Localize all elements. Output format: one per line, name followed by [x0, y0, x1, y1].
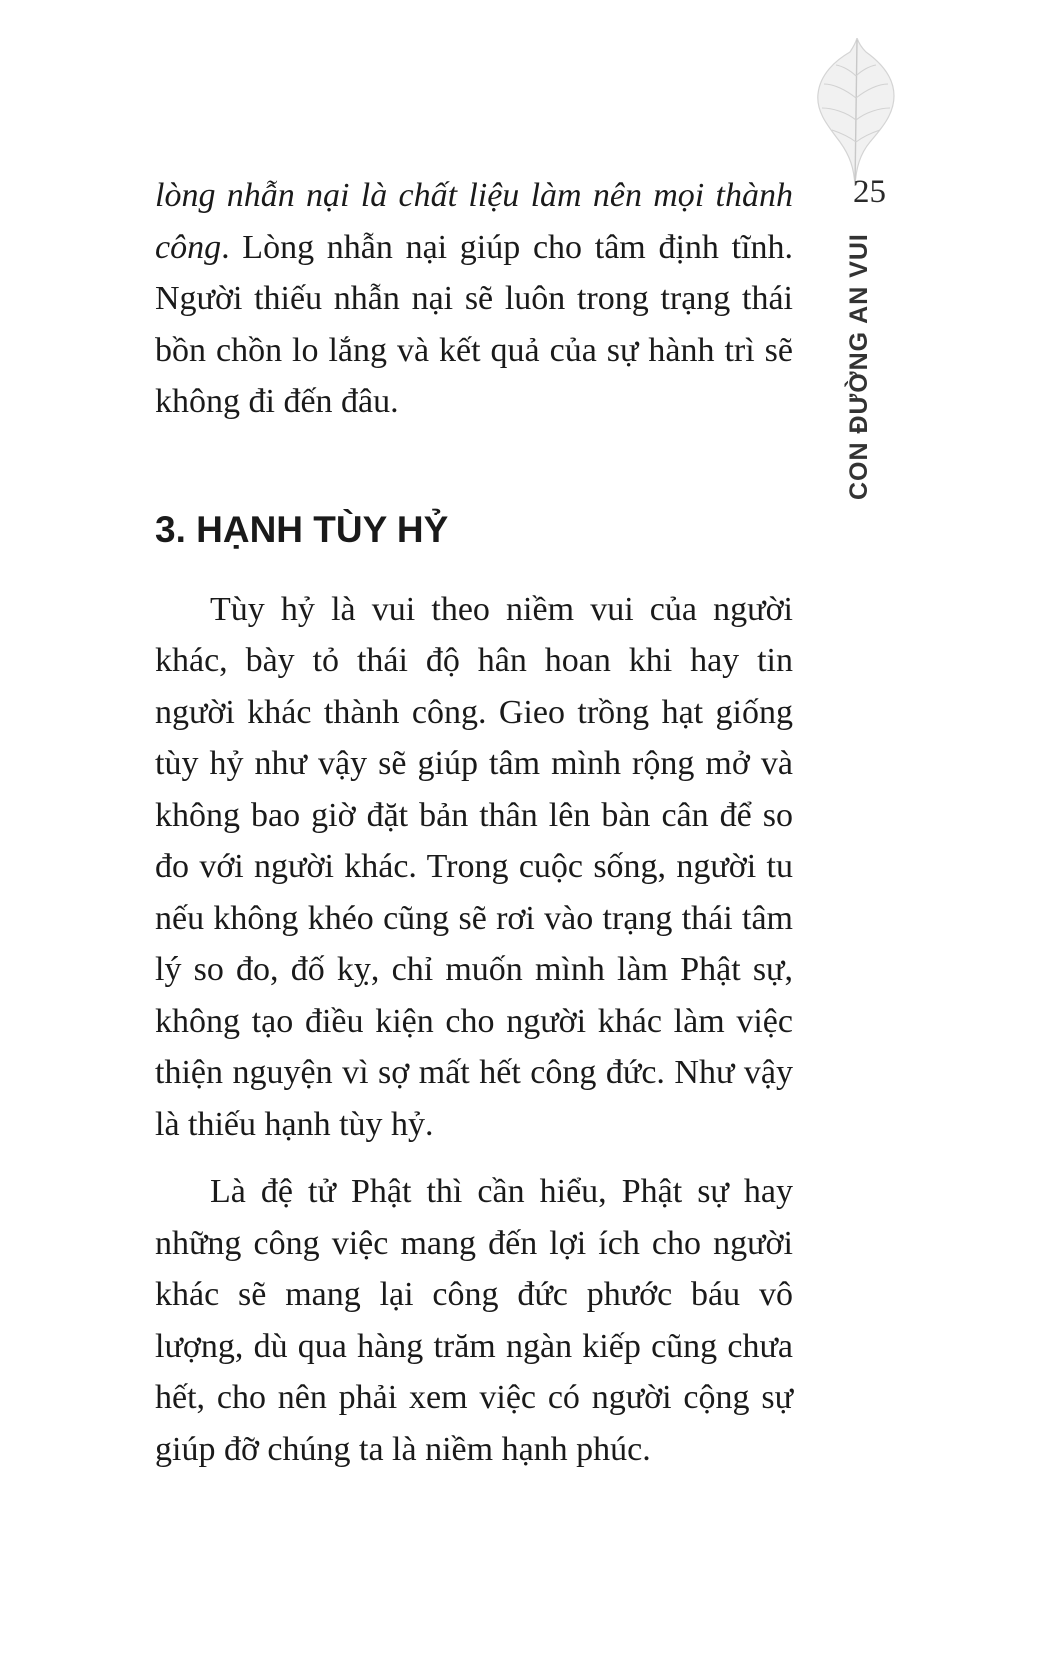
paragraph-de-tu-phat: Là đệ tử Phật thì cần hiểu, Phật sự hay những công việc mang đến lợi ích cho người khác sẽ mang lại công đức phước báu vô lượng, dù qua hàng trăm ngàn kiếp cũng chưa hết, cho nên phải xem việc có người cộng sự giúp đỡ chúng ta là niềm hạnh phúc.	[155, 1173, 793, 1468]
section-heading: 3. HẠNH TÙY HỶ	[155, 508, 449, 550]
text-column	[155, 170, 793, 1475]
running-head: CON ĐƯỜNG AN VUI	[845, 233, 873, 500]
italic-phrase: lòng nhẫn nại là chất liệu làm nên mọi thành công	[155, 177, 793, 266]
bodhi-leaf-icon	[810, 38, 900, 188]
paragraph-text: . Lòng nhẫn nại giúp cho tâm định tĩnh. Người thiếu nhẫn nại sẽ luôn trong trạng thái bồn chồn lo lắng và kết quả của sự hành trì sẽ không đi đến đâu.	[155, 228, 793, 420]
paragraph-tuy-hy: Tùy hỷ là vui theo niềm vui của người khác, bày tỏ thái độ hân hoan khi hay tin người khác thành công. Gieo trồng hạt giống tùy hỷ như vậy sẽ giúp tâm mình rộng mở và không bao giờ đặt bản thân lên bàn cân để so đo với người khác. Trong cuộc sống, người tu nếu không khéo cũng sẽ rơi vào trạng thái tâm lý so đo, đố kỵ, chỉ muốn mình làm Phật sự, không tạo điều kiện cho người khác làm việc thiện nguyện vì sợ mất hết công đức. Như vậy là thiếu hạnh tùy hỷ.	[155, 590, 793, 1143]
page-number: 25	[853, 174, 886, 210]
paragraph-continued	[155, 170, 793, 428]
